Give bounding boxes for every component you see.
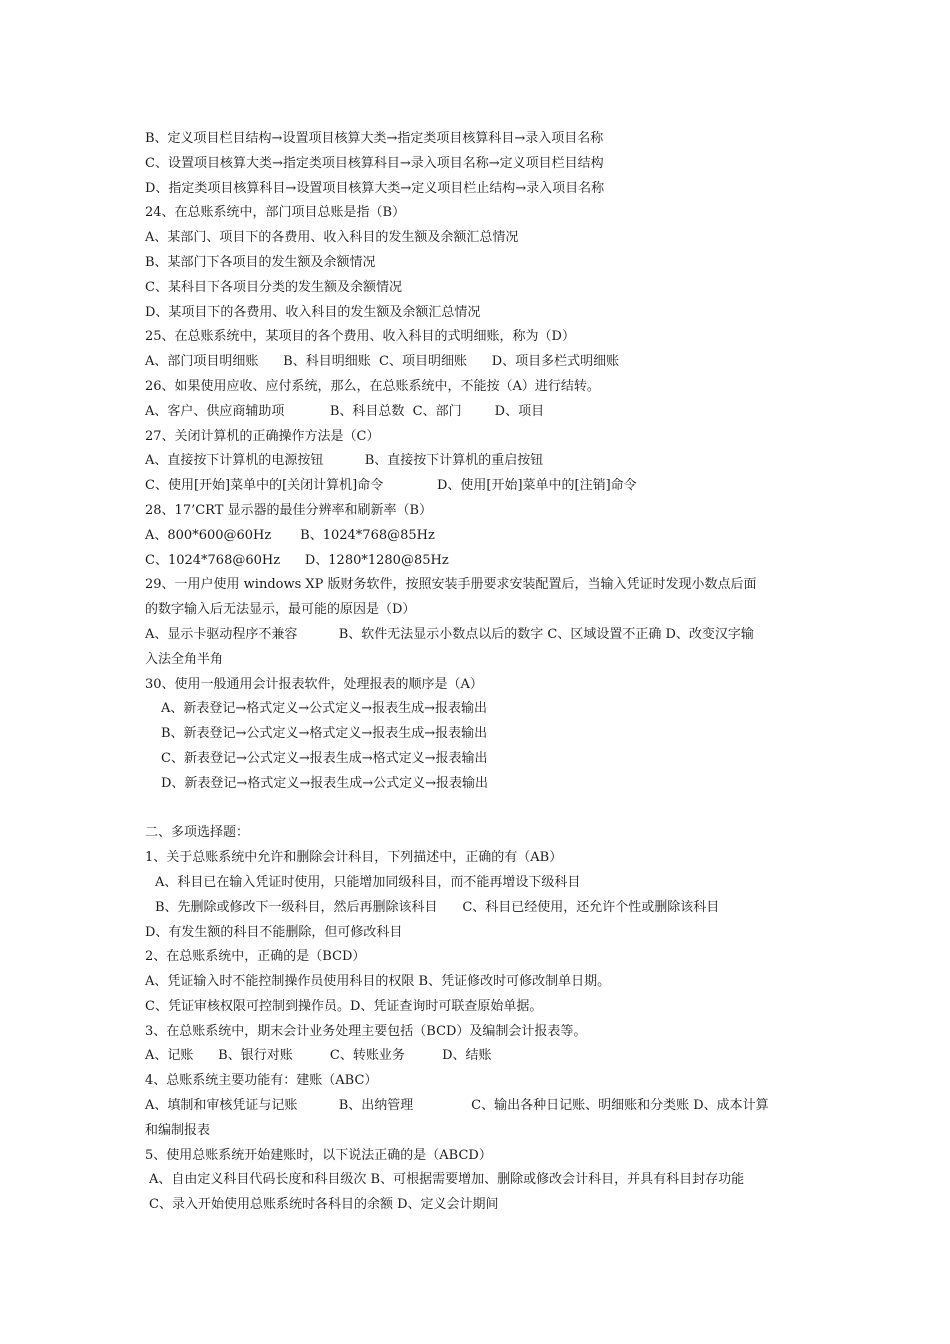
option-line: D、指定类项目核算科目→设置项目核算大类→定义项目栏止结构→录入项目名称 — [145, 180, 605, 196]
option-line: A、自由定义科目代码长度和科目级次 B、可根据需要增加、删除或修改会计科目，并具有科目封存功能 — [149, 1172, 745, 1188]
option-line: A、部门项目明细账 B、科目明细账 C、项目明细账 D、项目多栏式明细账 — [145, 354, 620, 370]
option-line: A、新表登记→格式定义→公式定义→报表生成→报表输出 — [161, 701, 487, 717]
question-line: 3、在总账系统中，期末会计业务处理主要包括（BCD）及编制会计报表等。 — [145, 1023, 587, 1039]
option-line: A、显示卡驱动程序不兼容 B、软件无法显示小数点以后的数字 C、区域设置不正确 D、改变汉字输 — [145, 626, 754, 642]
question-line: 25、在总账系统中，某项目的各个费用、收入科目的式明细账，称为（D） — [145, 329, 575, 345]
option-line: C、使用[开始]菜单中的[关闭计算机]命令 D、使用[开始]菜单中的[注销]命令 — [145, 478, 637, 494]
question-line: 27、关闭计算机的正确操作方法是（C） — [145, 428, 380, 444]
question-line: 26、如果使用应收、应付系统，那么，在总账系统中，不能按（A）进行结转。 — [145, 378, 600, 394]
question-line: 的数字输入后无法显示，最可能的原因是（D） — [145, 602, 416, 618]
document-body — [145, 127, 815, 1218]
option-line: A、填制和审核凭证与记账 B、出纳管理 C、输出各种日记账、明细账和分类账 D、成本计算 — [145, 1098, 769, 1114]
option-line: C、设置项目核算大类→指定类项目核算科目→录入项目名称→定义项目栏目结构 — [145, 155, 604, 171]
question-line: 30、使用一般通用会计报表软件，处理报表的顺序是（A） — [145, 676, 483, 692]
option-line: A、记账 B、银行对账 C、转账业务 D、结账 — [145, 1048, 492, 1064]
option-line: 和编制报表 — [145, 1122, 211, 1138]
option-line: B、某部门下各项目的发生额及余额情况 — [145, 254, 376, 270]
option-line: B、新表登记→公式定义→格式定义→报表生成→报表输出 — [161, 726, 488, 742]
option-line: C、凭证审核权限可控制到操作员。D、凭证查询时可联查原始单据。 — [145, 998, 543, 1014]
option-line: A、科目已在输入凭证时使用，只能增加同级科目，而不能再增设下级科目 — [155, 874, 581, 890]
option-line: A、某部门、项目下的各费用、收入科目的发生额及余额汇总情况 — [145, 230, 519, 246]
option-line: A、800*600@60Hz B、1024*768@85Hz — [145, 527, 435, 543]
question-line: 5、使用总账系统开始建账时，以下说法正确的是（ABCD） — [145, 1147, 492, 1163]
question-line: 1、关于总账系统中允许和删除会计科目，下列描述中，正确的有（AB） — [145, 850, 563, 866]
option-line: B、定义项目栏目结构→设置项目核算大类→指定类项目核算科目→录入项目名称 — [145, 131, 604, 146]
option-line: D、新表登记→格式定义→报表生成→公式定义→报表输出 — [161, 775, 488, 791]
option-line: A、凭证输入时不能控制操作员使用科目的权限 B、凭证修改时可修改制单日期。 — [145, 974, 611, 990]
option-line: C、1024*768@60Hz D、1280*1280@85Hz — [145, 552, 449, 568]
question-line: 24、在总账系统中，部门项目总账是指（B） — [145, 205, 406, 221]
option-line: A、直接按下计算机的电源按钮 B、直接按下计算机的重启按钮 — [145, 453, 544, 469]
option-line: 入法全角半角 — [145, 651, 224, 667]
option-line: C、录入开始使用总账系统时各科目的余额 D、定义会计期间 — [149, 1197, 499, 1213]
question-line: 29、一用户使用 windows XP 版财务软件，按照安装手册要求安装配置后，当输入凭证时发现小数点后面 — [145, 577, 757, 593]
option-line: D、有发生额的科目不能删除，但可修改科目 — [145, 924, 403, 940]
blank-line — [145, 797, 815, 822]
question-line: 4、总账系统主要功能有：建账（ABC） — [145, 1073, 378, 1089]
option-line: A、客户、供应商辅助项 B、科目总数 C、部门 D、项目 — [145, 403, 545, 419]
question-line: 28、17’CRT 显示器的最佳分辨率和刷新率（B） — [145, 502, 433, 518]
option-line: D、某项目下的各费用、收入科目的发生额及余额汇总情况 — [145, 304, 481, 320]
option-line: B、先删除或修改下一级科目，然后再删除该科目 C、科目已经使用，还允许个性或删除该科目 — [155, 899, 720, 915]
option-line: C、新表登记→公式定义→报表生成→格式定义→报表输出 — [161, 750, 488, 766]
section-heading: 二、多项选择题： — [145, 825, 250, 841]
option-line: C、某科目下各项目分类的发生额及余额情况 — [145, 279, 402, 295]
question-line: 2、在总账系统中，正确的是（BCD） — [145, 949, 366, 965]
